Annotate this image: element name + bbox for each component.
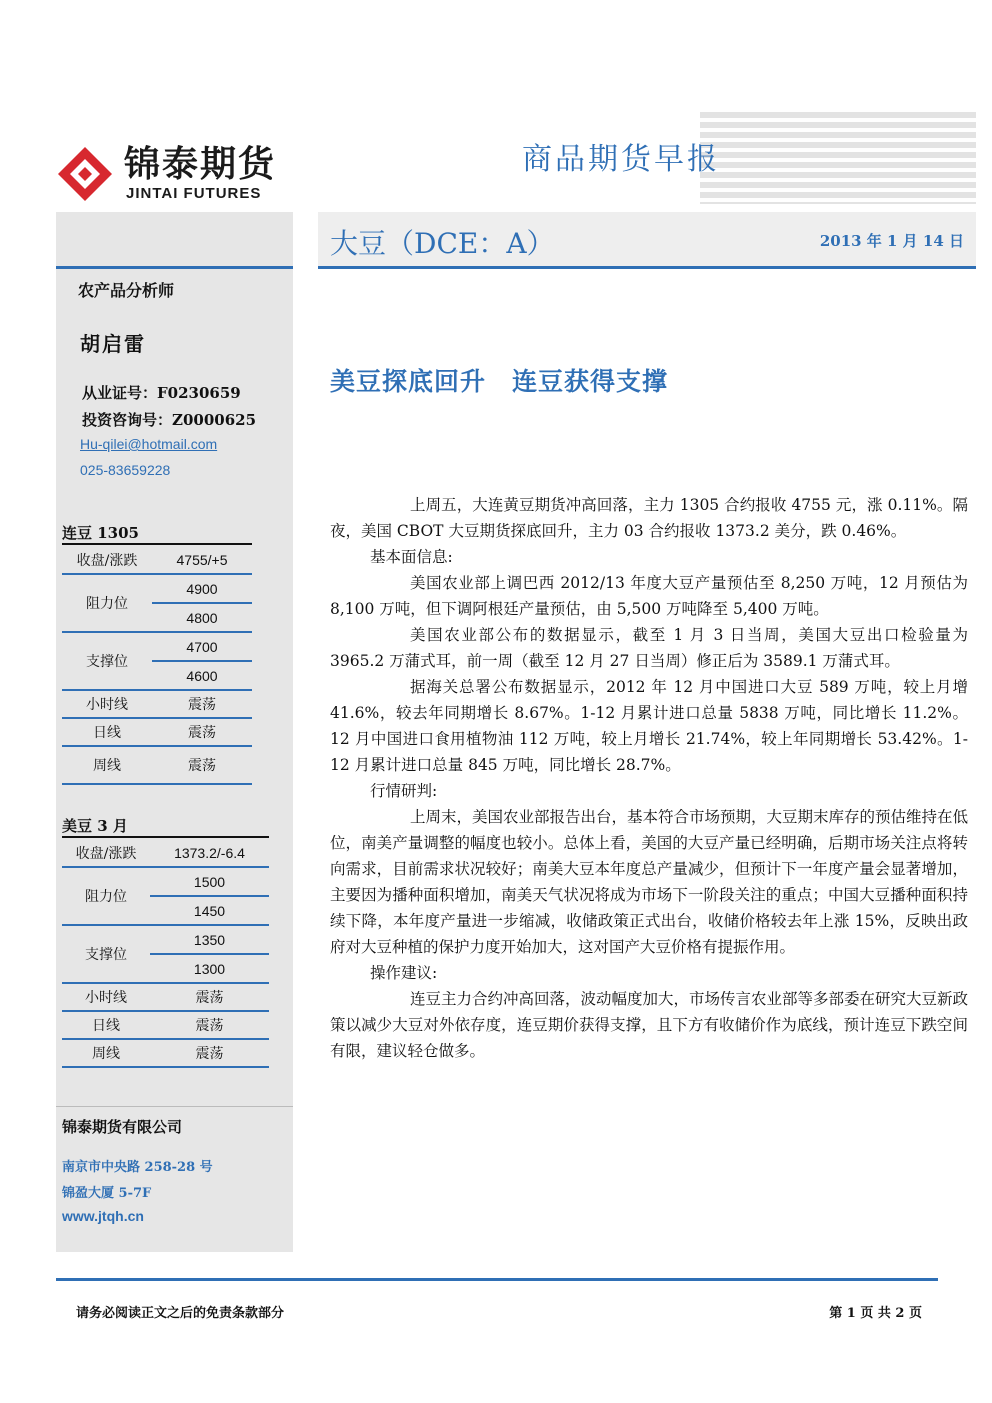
close-label: 收盘/涨跌 xyxy=(62,546,152,574)
footer-page-number: 第 1 页 共 2 页 xyxy=(829,1306,922,1321)
article-headline: 美豆探底回升 连豆获得支撑 xyxy=(330,367,669,396)
footer-rule xyxy=(56,1278,938,1281)
consult-number: 投资咨询号：Z0000625 xyxy=(82,411,257,429)
resistance-value-2: 1450 xyxy=(150,896,269,925)
dalian-tech-table xyxy=(62,546,252,785)
report-date: 2013 年 1 月 14 日 xyxy=(819,232,964,250)
daily-label: 日线 xyxy=(62,718,152,746)
company-website-link[interactable]: www.jtqh.cn xyxy=(62,1208,144,1224)
company-name: 锦泰期货有限公司 xyxy=(62,1118,183,1136)
resistance-label: 阻力位 xyxy=(62,867,150,925)
table-row xyxy=(62,925,269,954)
daily-label: 日线 xyxy=(62,1011,150,1039)
weekly-value: 震荡 xyxy=(152,746,252,784)
diamond-logo-icon xyxy=(56,145,114,203)
support-value-1: 1350 xyxy=(150,925,269,954)
license-number: 从业证号：F0230659 xyxy=(82,384,241,402)
company-divider xyxy=(56,1106,293,1107)
footer-disclaimer: 请务必阅读正文之后的免责条款部分 xyxy=(76,1306,285,1321)
us-section-rule xyxy=(62,836,269,838)
paragraph-analysis: 上周末，美国农业部报告出台，基本符合市场预期，大豆期末库存的预估维持在低位，南美产量调整的幅度也较小。总体上看，美国的大豆产量已经明确，后期市场关注点将转向需求，目前需求状况较好；南美大豆本年度总产量减少，但预计下一年度产量会显著增加，主要因为播种面积增加，南美天气状况将成为市场下一阶段关注的重点；中国大豆播种面积持续下降，本年度产量进一步缩减，收储政策正式出台，收储价格较去年上涨 15%，反映出政府对大豆种植的保护力度开始加大，这对国产大豆价格有提振作用。 xyxy=(330,808,969,956)
table-row xyxy=(62,546,252,574)
brand-name-cn: 锦泰期货 xyxy=(124,144,277,185)
hourly-label: 小时线 xyxy=(62,690,152,718)
resistance-value-1: 4900 xyxy=(152,574,252,603)
paragraph-advice: 连豆主力合约冲高回落，波动幅度加大，市场传言农业部等多部委在研究大豆新政策以减少大豆对外依存度，连豆期价获得支撑，且下方有收储价作为底线，预计连豆下跌空间有限，建议轻仓做多。 xyxy=(330,990,969,1060)
close-value: 1373.2/-6.4 xyxy=(150,839,269,867)
analyst-title: 农产品分析师 xyxy=(78,281,175,300)
support-value-2: 1300 xyxy=(150,954,269,983)
sidebar-top-rule xyxy=(56,266,293,269)
weekly-label: 周线 xyxy=(62,1039,150,1067)
table-row xyxy=(62,718,252,746)
section-heading-analysis: 行情研判: xyxy=(370,782,438,800)
company-logo xyxy=(56,145,296,207)
company-address-line-1: 南京市中央路 258-28 号 xyxy=(62,1160,213,1175)
weekly-label: 周线 xyxy=(62,746,152,784)
resistance-value-1: 1500 xyxy=(150,867,269,896)
resistance-value-2: 4800 xyxy=(152,603,252,632)
weekly-value: 震荡 xyxy=(150,1039,269,1067)
hourly-value: 震荡 xyxy=(152,690,252,718)
paragraph-usda-brazil: 美国农业部上调巴西 2012/13 年度大豆产量预估至 8,250 万吨，12 月预估为 8,100 万吨，但下调阿根廷产量预估，由 5,500 万吨降至 5,400 万吨。 xyxy=(330,574,968,618)
close-value: 4755/+5 xyxy=(152,546,252,574)
daily-value: 震荡 xyxy=(152,718,252,746)
support-label: 支撑位 xyxy=(62,925,150,983)
paragraph-china-imports: 据海关总署公布数据显示，2012 年 12 月中国进口大豆 589 万吨，较上月增 41.6%，较去年同期增长 8.67%。1-12 月累计进口总量 5838 万吨，同比增长 11.2%。12 月中国进口食用植物油 112 万吨，较上月增长 21.74%，较上年同期增长 53.42%。1-12 月累计进口总量 845 万吨，同比增长 28.7%。 xyxy=(330,678,968,774)
us-tech-table xyxy=(62,839,269,1068)
analyst-phone: 025-83659228 xyxy=(80,462,171,478)
table-row xyxy=(62,867,269,896)
table-row xyxy=(62,746,252,784)
table-row xyxy=(62,574,252,603)
table-row xyxy=(62,690,252,718)
header-stripes xyxy=(700,112,976,204)
article-body xyxy=(330,492,968,1064)
paragraph-us-exports: 美国农业部公布的数据显示，截至 1 月 3 日当周，美国大豆出口检验量为 3965.2 万蒲式耳，前一周（截至 12 月 27 日当周）修正后为 3589.1 万蒲式耳。 xyxy=(330,626,968,670)
us-section-title: 美豆 3 月 xyxy=(62,817,128,835)
hourly-label: 小时线 xyxy=(62,983,150,1011)
resistance-label: 阻力位 xyxy=(62,574,152,632)
table-row xyxy=(62,632,252,661)
dalian-section-rule xyxy=(62,543,252,545)
table-row xyxy=(62,839,269,867)
table-row xyxy=(62,983,269,1011)
commodity-title: 大豆（DCE：A） xyxy=(330,227,555,260)
company-address-line-2: 锦盈大厦 5-7F xyxy=(62,1186,152,1201)
daily-value: 震荡 xyxy=(150,1011,269,1039)
report-type: 商品期货早报 xyxy=(522,142,720,177)
analyst-email-link[interactable]: Hu-qilei@hotmail.com xyxy=(80,436,218,452)
table-row xyxy=(62,1011,269,1039)
dalian-section-title: 连豆 1305 xyxy=(62,524,139,542)
support-value-2: 4600 xyxy=(152,661,252,690)
paragraph-market-summary: 上周五，大连黄豆期货冲高回落，主力 1305 合约报收 4755 元，涨 0.11%。隔夜，美国 CBOT 大豆期货探底回升，主力 03 合约报收 1373.2 美分，跌 0.46%。 xyxy=(330,496,968,540)
brand-name-en: JINTAI FUTURES xyxy=(126,185,262,202)
support-label: 支撑位 xyxy=(62,632,152,690)
close-label: 收盘/涨跌 xyxy=(62,839,150,867)
table-row xyxy=(62,1039,269,1067)
header-rule xyxy=(318,266,976,269)
analyst-name: 胡启雷 xyxy=(80,332,146,356)
section-heading-advice: 操作建议: xyxy=(370,964,438,982)
hourly-value: 震荡 xyxy=(150,983,269,1011)
support-value-1: 4700 xyxy=(152,632,252,661)
section-heading-fundamentals: 基本面信息: xyxy=(370,548,453,566)
